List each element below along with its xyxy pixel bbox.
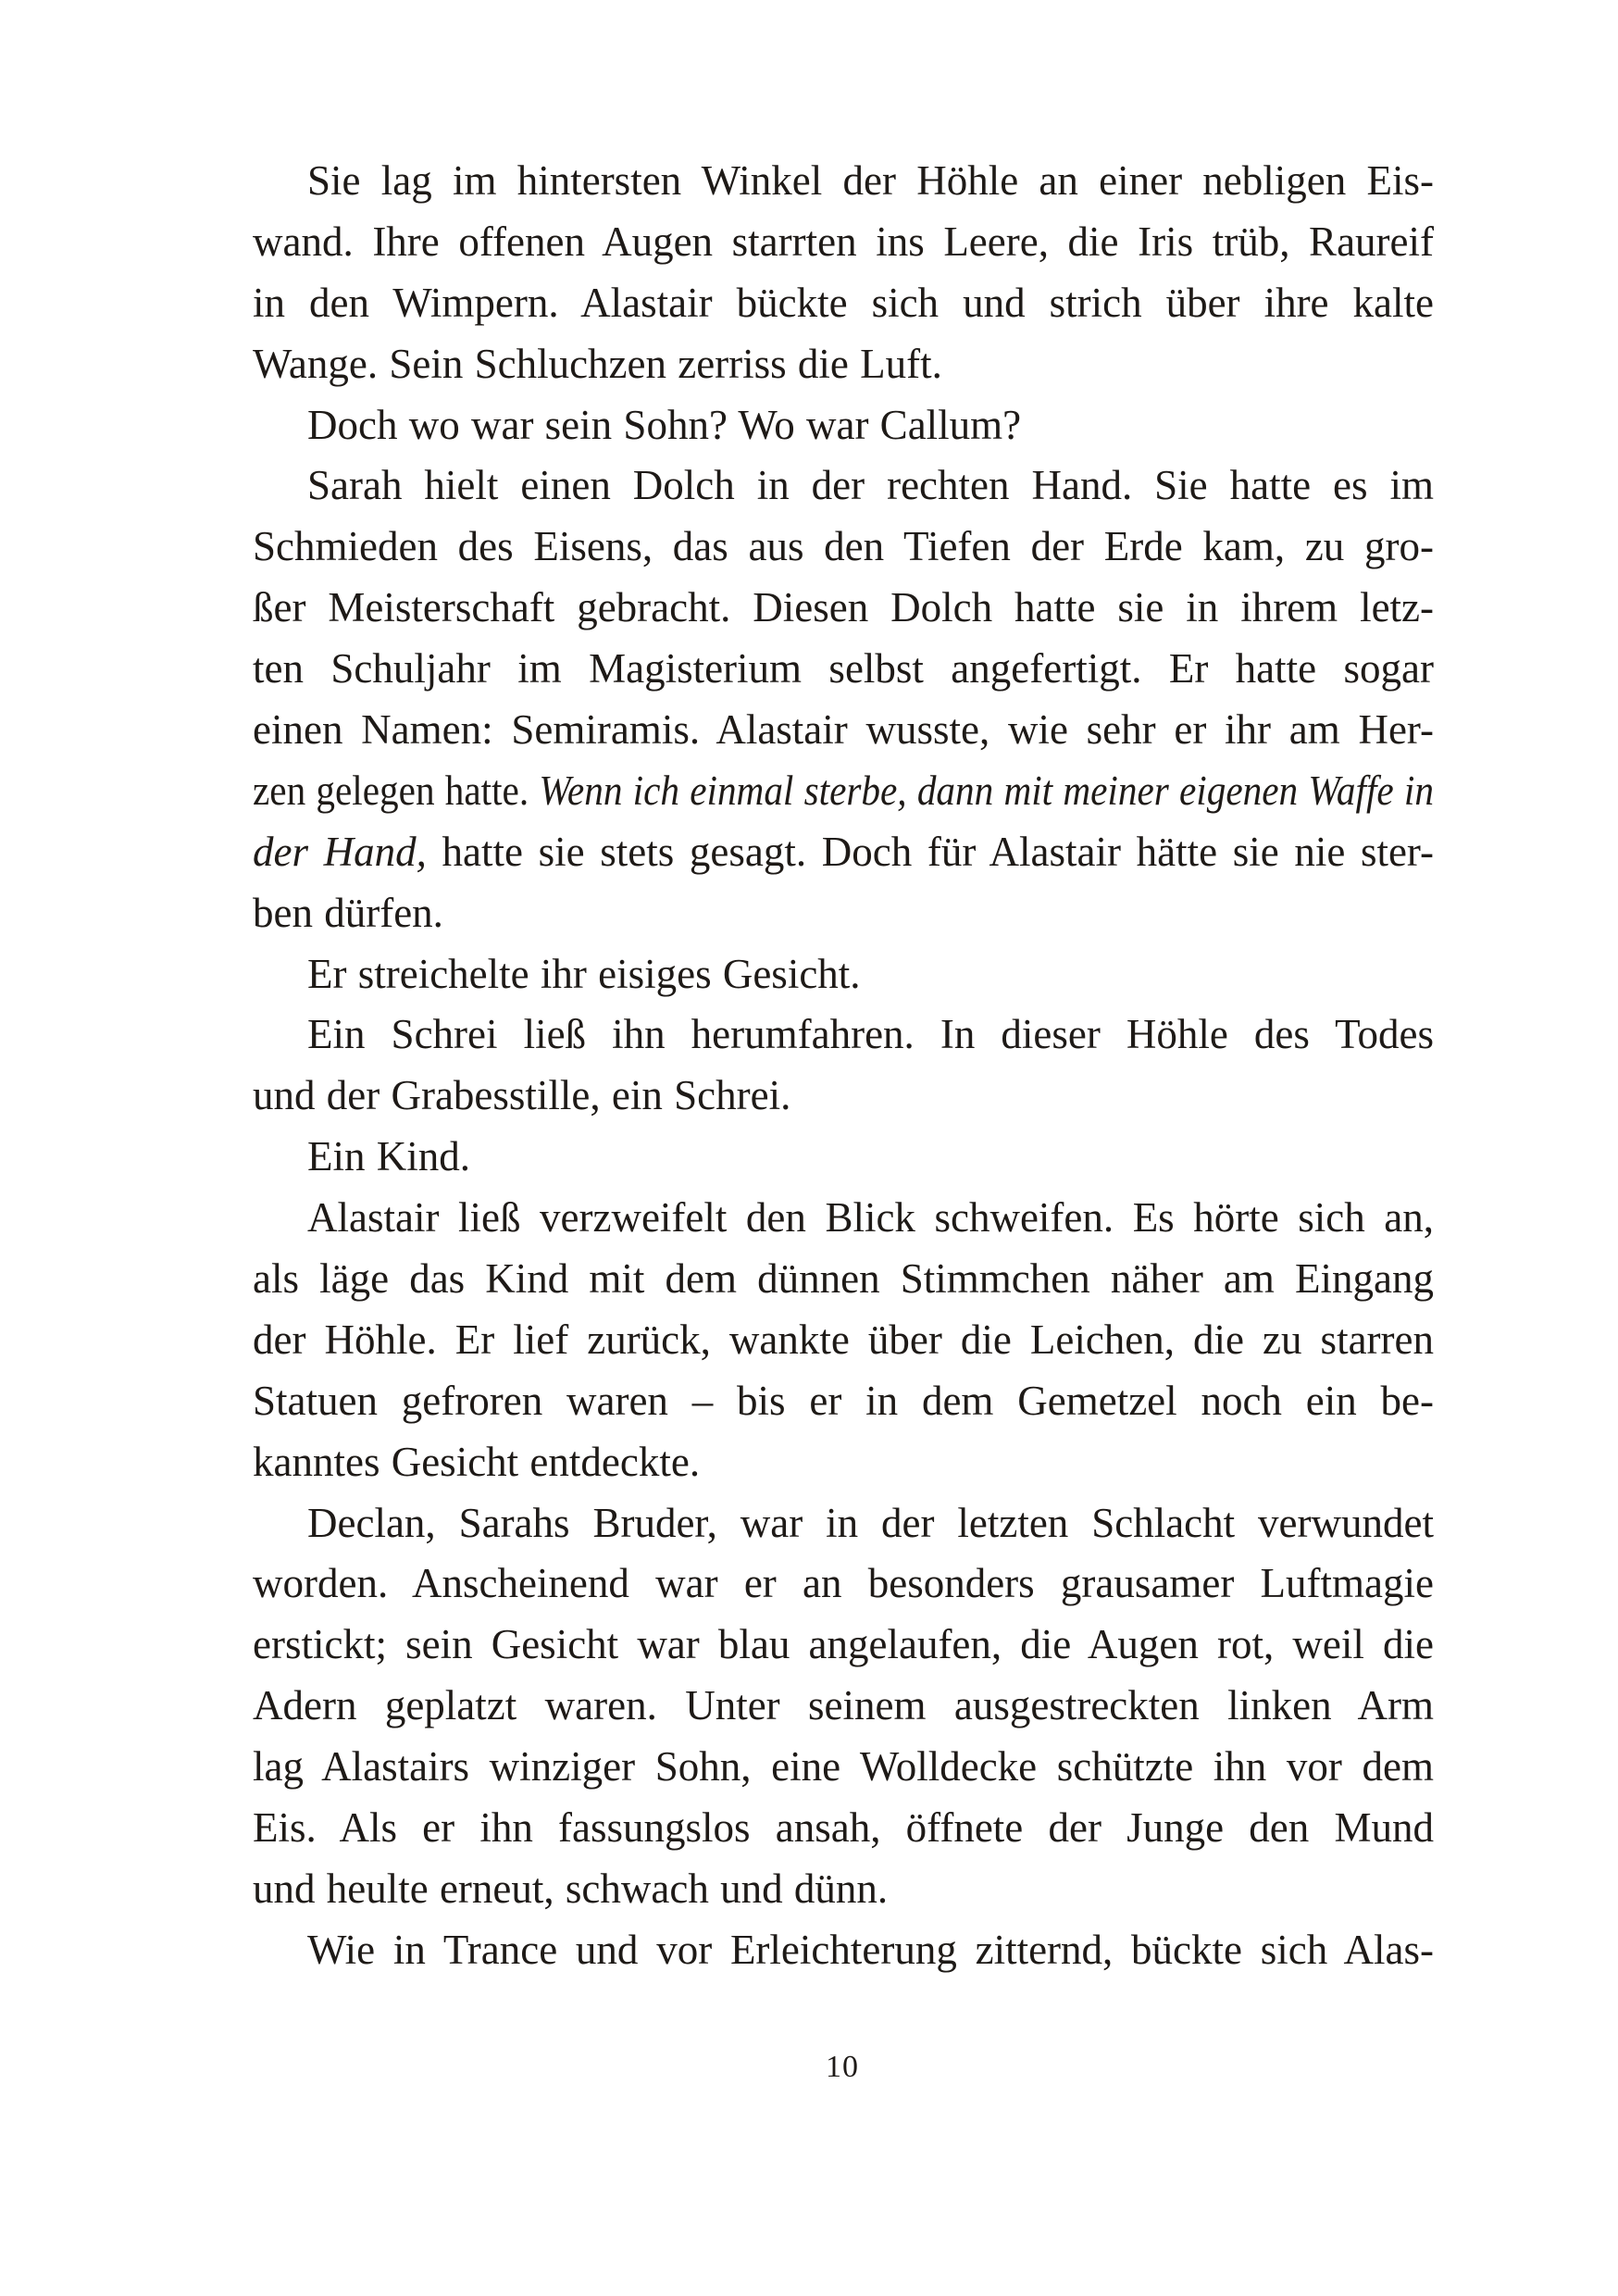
text-line	[253, 273, 1434, 334]
text-segment: Statuen gefroren waren – bis er in dem Gemetzel noch ein be-	[253, 1377, 1434, 1424]
text-segment: Ein Schrei ließ ihn herumfahren. In dieser Höhle des Todes	[307, 1011, 1434, 1058]
text-segment: Sie lag im hintersten Winkel der Höhle an einer nebligen Eis-	[307, 157, 1434, 204]
text-line	[253, 1188, 1434, 1249]
italic-text: Wenn ich einmal sterbe, dann mit meiner eigenen Waffe in	[539, 767, 1434, 814]
text-segment: Wie in Trance und vor Erleichterung zitternd, bückte sich Alas-	[307, 1926, 1434, 1973]
text-segment: Alastair ließ verzweifelt den Blick schweifen. Es hörte sich an,	[307, 1194, 1434, 1242]
text-segment: Wange. Sein Schluchzen zerriss die Luft.	[253, 340, 942, 387]
text-segment: zen gelegen hatte.	[253, 767, 540, 814]
text-segment: in den Wimpern. Alastair bückte sich und strich über ihre kalte	[253, 279, 1434, 326]
text-line	[253, 1798, 1434, 1859]
text-line	[253, 1859, 1434, 1920]
text-line	[253, 151, 1434, 212]
text-line	[253, 1127, 1434, 1188]
text-line	[253, 395, 1434, 456]
text-line	[253, 517, 1434, 578]
text-segment: ten Schuljahr im Magisterium selbst angefertigt. Er hatte sogar	[253, 645, 1434, 693]
text-line	[253, 578, 1434, 639]
text-line	[253, 1371, 1434, 1432]
text-line	[253, 1004, 1434, 1066]
text-line	[253, 1066, 1434, 1127]
text-segment: Doch wo war sein Sohn? Wo war Callum?	[307, 401, 1022, 448]
text-line	[253, 700, 1434, 761]
text-segment: als läge das Kind mit dem dünnen Stimmchen näher am Eingang	[253, 1255, 1434, 1303]
text-segment: ben dürfen.	[253, 889, 443, 936]
text-segment: Declan, Sarahs Bruder, war in der letzten Schlacht verwundet	[307, 1499, 1434, 1546]
text-segment: wand. Ihre offenen Augen starrten ins Leere, die Iris trüb, Raureif	[253, 218, 1434, 265]
text-segment: Sarah hielt einen Dolch in der rechten Hand. Sie hatte es im	[307, 462, 1434, 509]
text-line	[253, 1920, 1434, 1981]
text-segment: worden. Anscheinend war er an besonders grausamer Luftmagie	[253, 1560, 1434, 1607]
text-line	[253, 212, 1434, 273]
text-line	[253, 1615, 1434, 1676]
body-text	[253, 151, 1434, 1981]
page-number: 10	[826, 2050, 859, 2084]
text-line	[253, 1310, 1434, 1371]
text-segment: und heulte erneut, schwach und dünn.	[253, 1865, 889, 1912]
text-line	[253, 1249, 1434, 1310]
text-line	[253, 455, 1434, 517]
text-segment: ßer Meisterschaft gebracht. Diesen Dolch hatte sie in ihrem letz-	[253, 584, 1434, 631]
text-segment: Schmieden des Eisens, das aus den Tiefen der Erde kam, zu gro-	[253, 523, 1434, 570]
text-line	[253, 1676, 1434, 1737]
text-line	[253, 761, 1434, 822]
text-segment: und der Grabesstille, ein Schrei.	[253, 1072, 791, 1119]
text-line	[253, 1432, 1434, 1493]
text-segment: Ein Kind.	[307, 1133, 470, 1180]
text-segment: einen Namen: Semiramis. Alastair wusste, wie sehr er ihr am Her-	[253, 706, 1434, 754]
text-line	[253, 1493, 1434, 1554]
text-segment: Er streichelte ihr eisiges Gesicht.	[307, 950, 861, 997]
text-segment: lag Alastairs winziger Sohn, eine Wolldecke schützte ihn vor dem	[253, 1743, 1434, 1791]
text-line	[253, 334, 1434, 395]
text-line	[253, 822, 1434, 883]
text-line	[253, 883, 1434, 944]
text-line	[253, 639, 1434, 700]
text-line	[253, 1737, 1434, 1798]
text-line	[253, 944, 1434, 1005]
text-segment: kanntes Gesicht entdeckte.	[253, 1438, 701, 1485]
italic-text: der Hand,	[253, 828, 427, 875]
text-line	[253, 1554, 1434, 1615]
text-segment: erstickt; sein Gesicht war blau angelaufen, die Augen rot, weil die	[253, 1621, 1434, 1668]
text-segment: Adern geplatzt waren. Unter seinem ausgestreckten linken Arm	[253, 1682, 1434, 1729]
text-segment: der Höhle. Er lief zurück, wankte über die Leichen, die zu starren	[253, 1316, 1434, 1363]
text-segment: Eis. Als er ihn fassungslos ansah, öffnete der Junge den Mund	[253, 1804, 1434, 1852]
text-segment: hatte sie stets gesagt. Doch für Alastair hätte sie nie ster-	[426, 828, 1434, 875]
